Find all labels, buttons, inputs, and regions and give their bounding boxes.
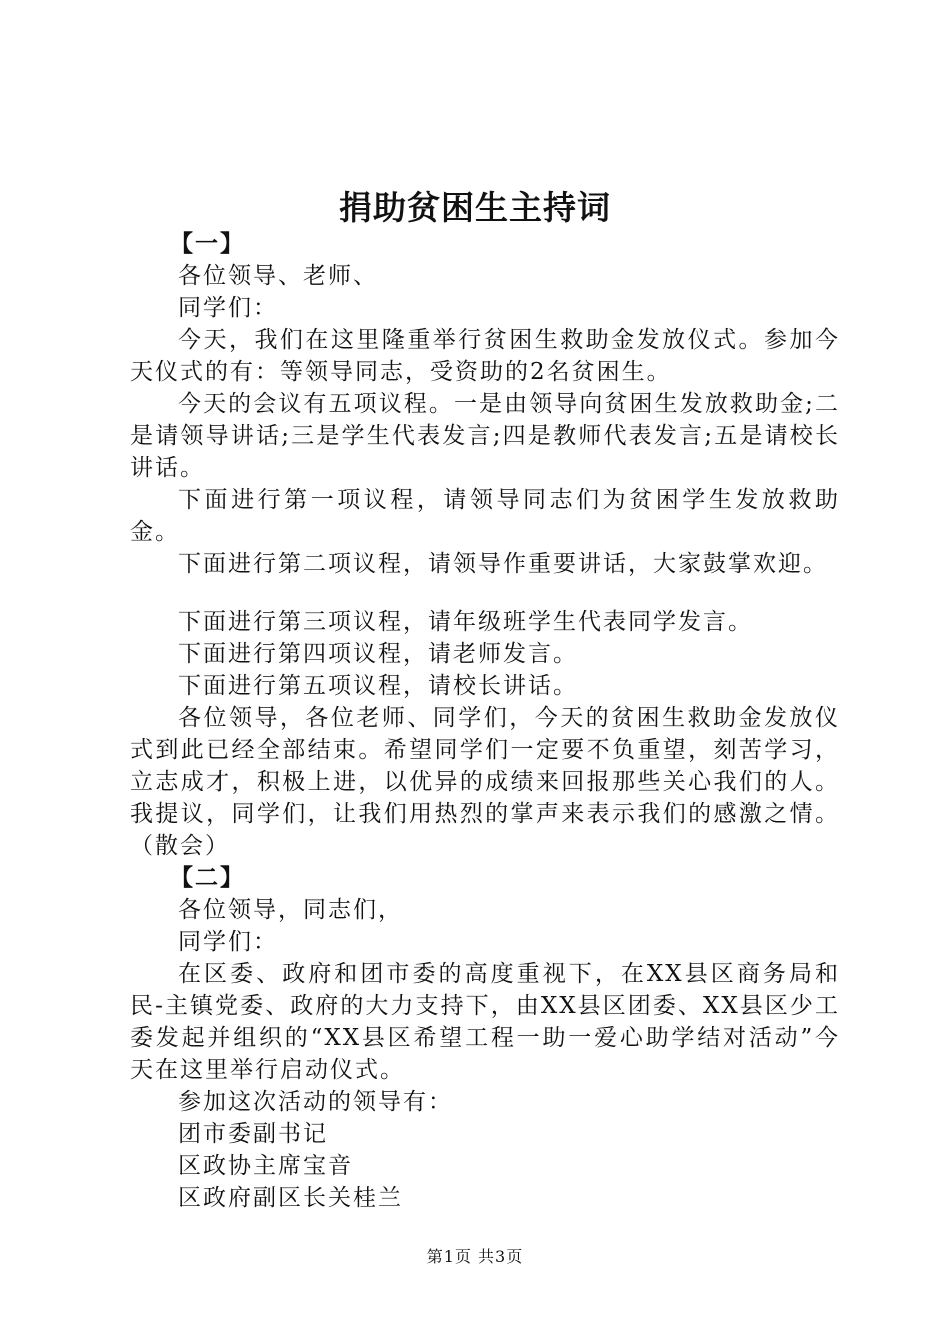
greeting-line: 同学们： bbox=[178, 929, 278, 955]
list-item: 区政协主席宝音 bbox=[178, 1153, 353, 1179]
greeting-line: 各位领导、老师、 bbox=[178, 263, 378, 289]
greeting-line: 各位领导，同志们， bbox=[178, 897, 403, 923]
page-footer: 第1页 共3页 bbox=[426, 1247, 524, 1266]
paragraph: 下面进行第五项议程，请校长讲话。 bbox=[178, 673, 578, 699]
paragraph: 参加这次活动的领导有： bbox=[178, 1089, 453, 1115]
section-heading-one: 【一】 bbox=[170, 230, 245, 257]
list-item: 区政府副区长关桂兰 bbox=[178, 1185, 403, 1211]
greeting-line: 同学们： bbox=[178, 295, 278, 321]
section-heading-two: 【二】 bbox=[170, 864, 245, 891]
paragraph: 在区委、政府和团市委的高度重视下，在XX县区商务局和民-主镇党委、政府的大力支持下，由XX县区团委、XX县区少工委发起并组织的“XX县区希望工程一助一爱心助学结对活动”今天在这里举行启动仪式。 bbox=[130, 961, 840, 1083]
paragraph: 今天，我们在这里隆重举行贫困生救助金发放仪式。参加今天仪式的有：等领导同志，受资助的2名贫困生。 bbox=[130, 327, 840, 385]
paragraph: 今天的会议有五项议程。一是由领导向贫困生发放救助金;二是请领导讲话;三是学生代表发言;四是教师代表发言;五是请校长讲话。 bbox=[130, 391, 840, 481]
paragraph: 下面进行第二项议程，请领导作重要讲话，大家鼓掌欢迎。 bbox=[178, 551, 828, 577]
paragraph-spacer bbox=[130, 580, 840, 606]
paragraph: 下面进行第三项议程，请年级班学生代表同学发言。 bbox=[178, 609, 753, 635]
paragraph: 下面进行第一项议程，请领导同志们为贫困学生发放救助金。 bbox=[130, 487, 840, 545]
list-item: 团市委副书记 bbox=[178, 1121, 328, 1147]
document-body bbox=[130, 228, 840, 1214]
document-title: 捐助贫困生主持词 bbox=[339, 188, 611, 227]
paragraph: 下面进行第四项议程，请老师发言。 bbox=[178, 641, 578, 667]
paragraph: 各位领导，各位老师、同学们，今天的贫困生救助金发放仪式到此已经全部结束。希望同学们一定要不负重望，刻苦学习，立志成才，积极上进，以优异的成绩来回报那些关心我们的人。我提议，同学们，让我们用热烈的掌声来表示我们的感激之情。（散会） bbox=[130, 705, 840, 859]
